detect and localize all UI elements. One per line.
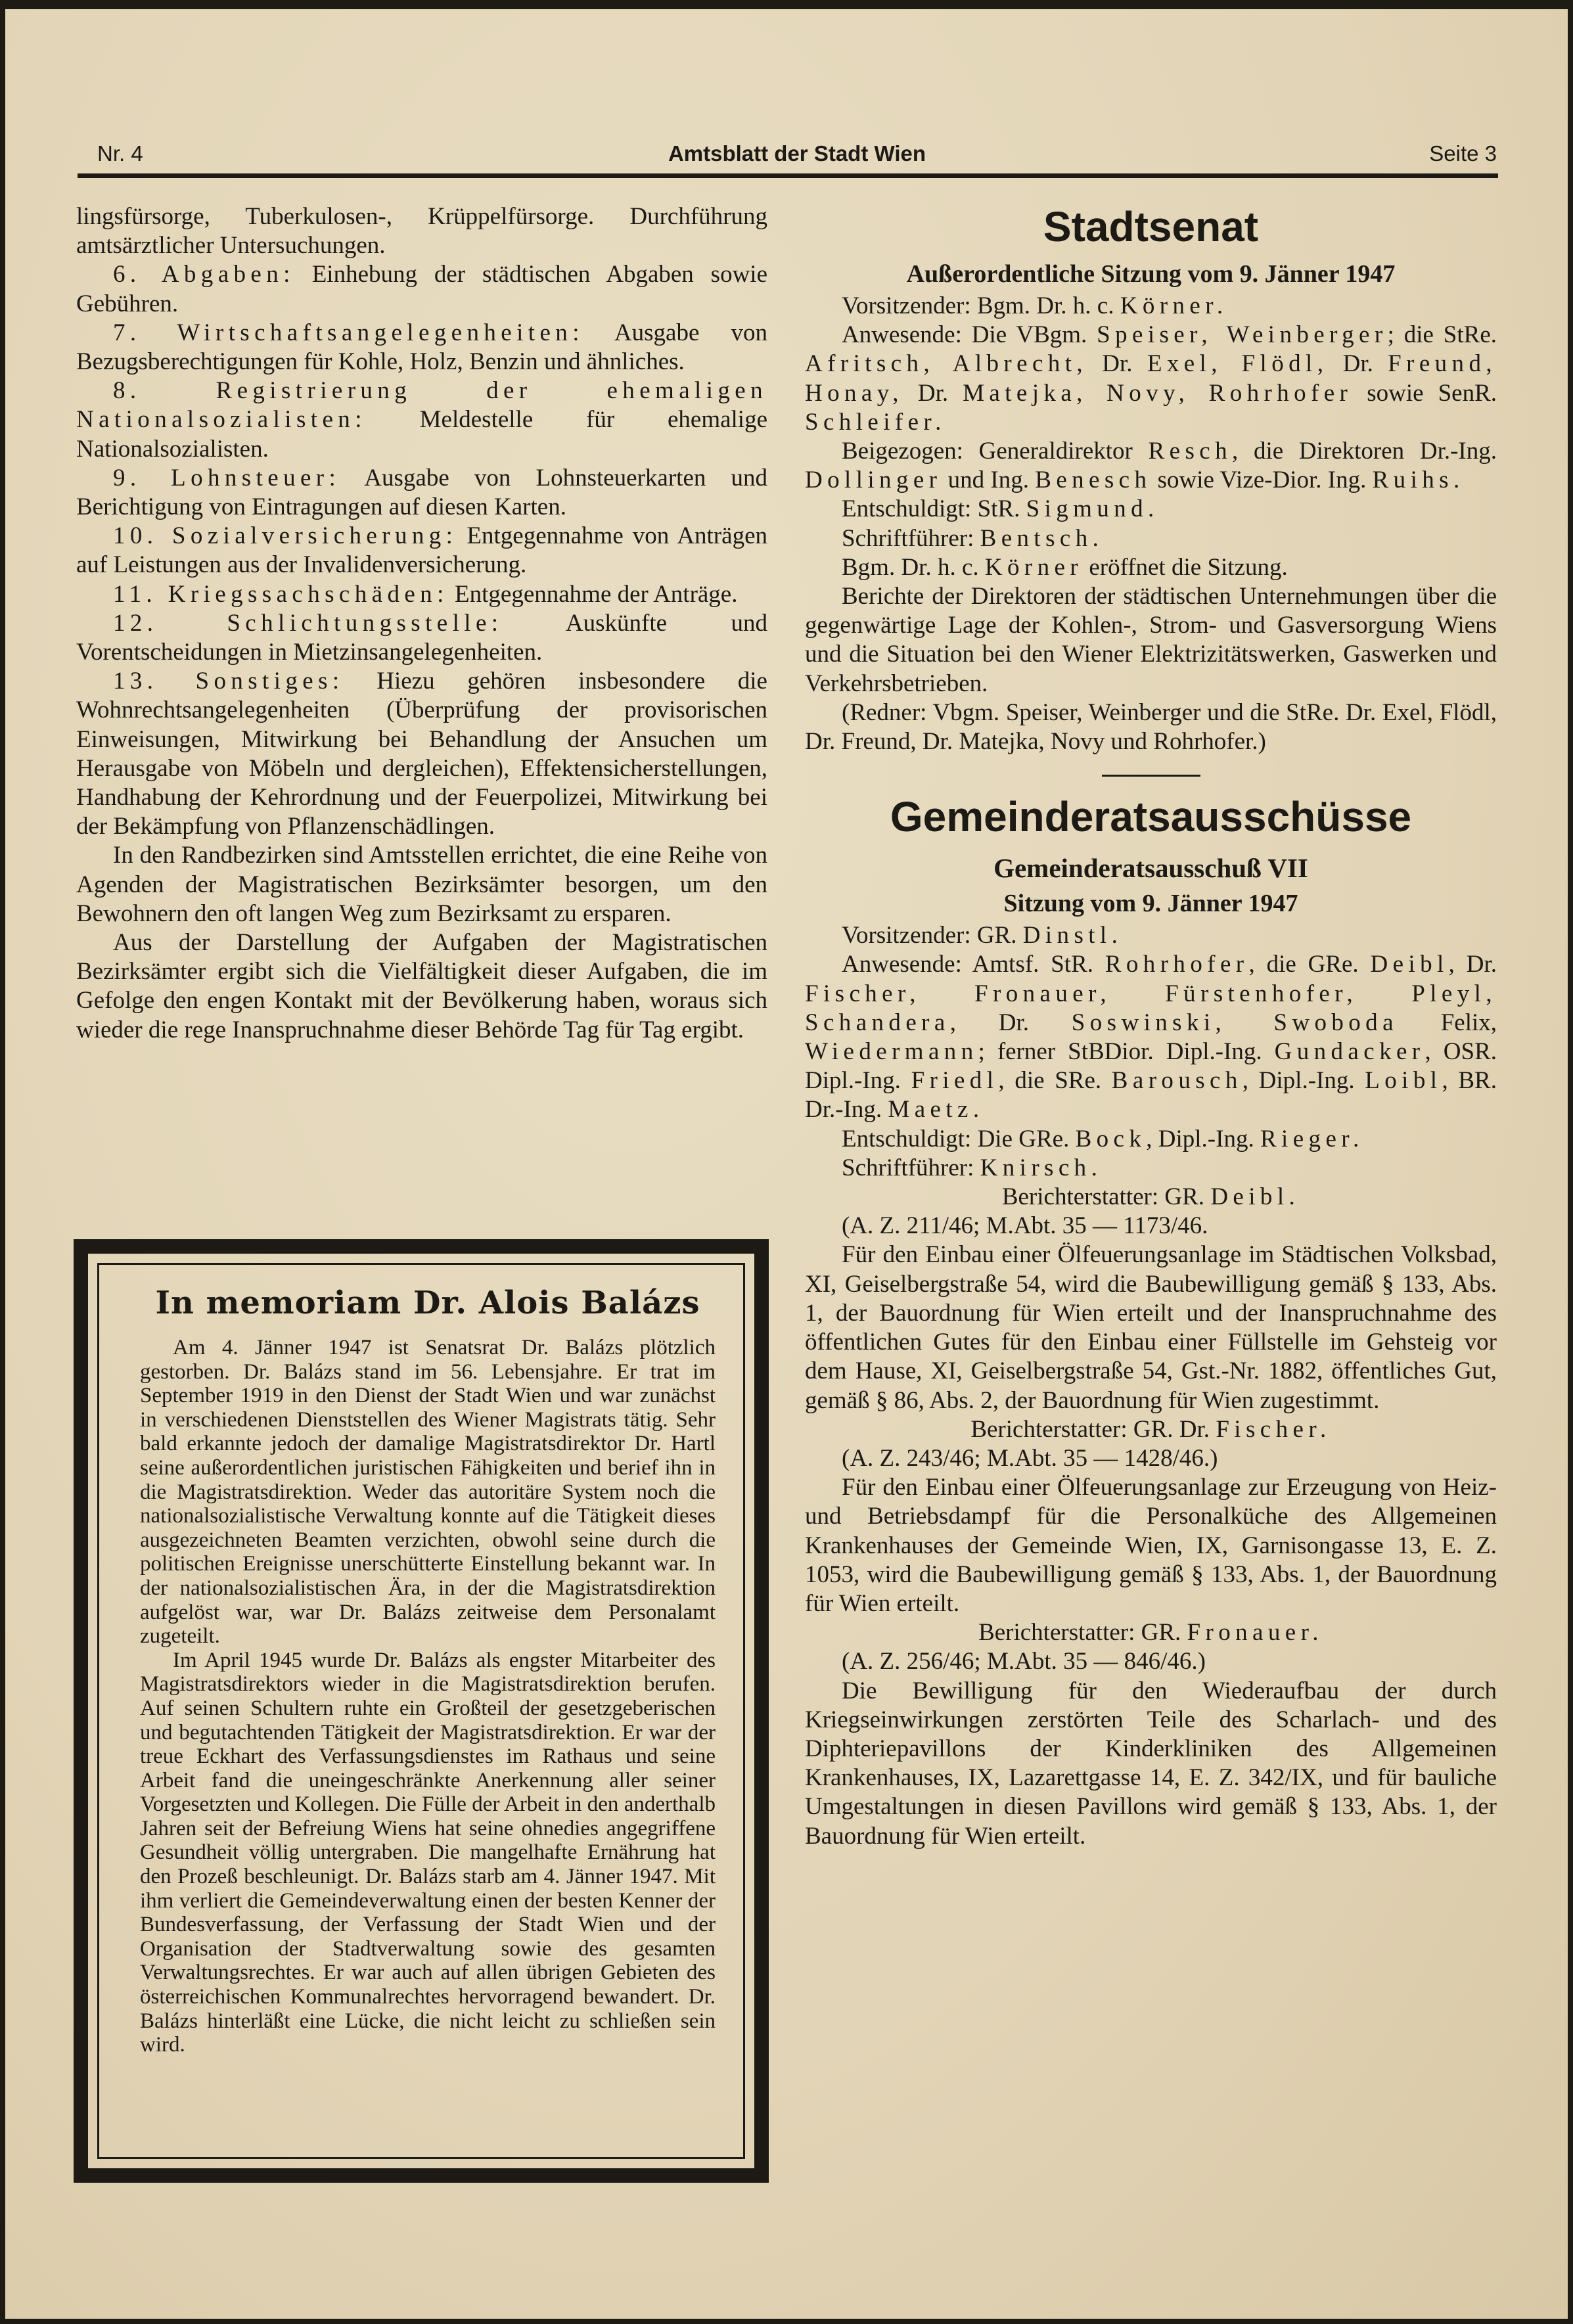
- list-item-lohnsteuer: 9. Lohnsteuer: Ausgabe von Lohnsteuerkarten und Berichtigung von Eintragungen auf diesen Karten.: [76, 464, 767, 521]
- reference-1: (A. Z. 211/46; M.Abt. 35 — 1173/46.: [842, 1212, 1208, 1240]
- stadtsenat-chair: Vorsitzender: Bgm. Dr. h. c. Körner.: [842, 292, 1228, 319]
- memoriam-paragraph-2: Im April 1945 wurde Dr. Balázs als engster Mitarbeiter des Magistratsdirektors wieder in die Magistratsdirektion berufen. Auf seinen Schultern ruhte ein Großteil der gesetzgeberischen und begutachtenden Tätigkeit der Magistratsdirektion. Er war der treue Eckhart des Verfassungsdienstes im Rathaus und seine Arbeit fand die uneingeschränkte Anerkennung aller seiner Vorgesetzten und Kollegen. Die Fülle der Arbeit in den anderthalb Jahren seit der Befreiung Wiens hat seine ohnedies angegriffene Gesundheit völlig untergraben. Die mangelhafte Ernährung hat den Prozeß beschleunigt. Dr. Balázs starb am 4. Jänner 1947. Mit ihm verliert die Gemeindeverwaltung einen der besten Kenner der Bundesverfassung, der Verfassung der Stadt Wien und der Organisation der Stadtverwaltung sowie des gesamten Verwaltungsrechtes. Er war auch auf allen übrigen Gebieten des österreichischen Kommunalrechtes hervorragend bewandert. Dr. Balázs hinterläßt eine Lücke, die nicht leicht zu schließen sein wird.: [140, 1648, 716, 2057]
- left-column: [76, 202, 767, 1045]
- section-title-stadtsenat: Stadtsenat: [1043, 203, 1259, 250]
- paragraph-conclusion: Aus der Darstellung der Aufgaben der Magistratischen Bezirksämter ergibt sich die Vielfältigkeit dieser Aufgaben, die im Gefolge den engen Kontakt mit der Bevölkerung haben, woraus sich wieder die rege Inanspruchnahme dieser Behörde Tag für Tag ergibt.: [76, 929, 767, 1043]
- stadtsenat-excused: Entschuldigt: StR. Sigmund.: [842, 495, 1159, 523]
- issue-number: Nr. 4: [97, 141, 143, 166]
- memoriam-text: [140, 1336, 716, 2057]
- rapporteur-1: Berichterstatter: GR. Deibl.: [1001, 1183, 1300, 1211]
- committee-secretary: Schriftführer: Knirsch.: [842, 1154, 1103, 1181]
- list-item-registrierung: 8. Registrierung der ehemaligen Nationalsozialisten: Meldestelle für ehemalige Nationalsozialisten.: [76, 377, 767, 463]
- memoriam-box: [74, 1239, 769, 2183]
- publication-title: Amtsblatt der Stadt Wien: [668, 141, 926, 166]
- decision-3: Die Bewilligung für den Wiederaufbau der durch Kriegseinwirkungen zerstörten Teile des Scharlach- und des Diphteriepavillons der Kinderkliniken des Allgemeinen Krankenhauses, IX, Lazarettgasse 14, E. Z. 342/IX, und für bauliche Umgestaltungen in diesen Pavillons wird gemäß § 133, Abs. 1, der Bauordnung für Wien erteilt.: [805, 1677, 1497, 1850]
- decision-1: Für den Einbau einer Ölfeuerungsanlage im Städtischen Volksbad, XI, Geiselbergstraße 54, wird die Baubewilligung gemäß § 133, Abs. 1, der Bauordnung für Wien erteilt und der Inanspruchnahme des öffentlichen Gutes für den Einbau einer Füllstelle im Gehsteig vor dem Hause, XI, Geiselbergstraße 54, Gst.-Nr. 1882, öffentliches Gut, gemäß § 86, Abs. 2, der Bauordnung für Wien zugestimmt.: [805, 1241, 1497, 1414]
- header-rule: [78, 173, 1498, 178]
- stadtsenat-reports: Berichte der Direktoren der städtischen Unternehmungen über die gegenwärtige Lage der Kohlen-, Strom- und Gasversorgung Wiens und die Situation bei den Wiener Elektrizitätswerken, Gaswerken und Verkehrsbetrieben.: [805, 583, 1497, 697]
- stadtsenat-session-title: Außerordentliche Sitzung vom 9. Jänner 1947: [906, 260, 1396, 288]
- committee-session-title: Sitzung vom 9. Jänner 1947: [1003, 890, 1298, 918]
- list-item-abgaben: 6. Abgaben: Einhebung der städtischen Abgaben sowie Gebühren.: [76, 261, 767, 317]
- list-item-sozialversicherung: 10. Sozialversicherung: Entgegennahme von Anträgen auf Leistungen aus der Invalidenversicherung.: [76, 522, 767, 579]
- committee-excused: Entschuldigt: Die GRe. Bock, Dipl.-Ing. Rieger.: [842, 1125, 1364, 1152]
- newspaper-page: [5, 9, 1568, 2319]
- committee-title: Gemeinderatsausschuß VII: [993, 853, 1308, 884]
- stadtsenat-speakers: (Redner: Vbgm. Speiser, Weinberger und die StRe. Dr. Exel, Flödl, Dr. Freund, Dr. Matejka, Novy und Rohrhofer.): [805, 698, 1497, 756]
- memoriam-paragraph-1: Am 4. Jänner 1947 ist Senatsrat Dr. Balázs plötzlich gestorben. Dr. Balázs stand im 56. Lebensjahre. Er trat im September 1919 in den Dienst der Stadt Wien und war zunächst in verschiedenen Dienststellen des Wiener Magistrats tätig. Sehr bald erkannte jedoch der damalige Magistratsdirektor Dr. Hartl seine außerordentlichen juristischen Fähigkeiten und berief ihn in die Magistratsdirektion. Weder das autoritäre System noch die nationalsozialistische Verwaltung konnte auf die Tätigkeit dieses ausgezeichneten Beamten verzichten, obwohl seine durch die politischen Ereignisse unerschütterte Einstellung bekannt war. In der nationalsozialistischen Ära, in der die Magistratsdirektion aufgelöst war, war Dr. Balázs zeitweise dem Personalamt zugeteilt.: [140, 1336, 716, 1649]
- reference-3: (A. Z. 256/46; M.Abt. 35 — 846/46.): [842, 1648, 1206, 1675]
- rapporteur-3: Berichterstatter: GR. Fronauer.: [978, 1619, 1323, 1647]
- paragraph-randbezirke: In den Randbezirken sind Amtsstellen errichtet, die eine Reihe von Agenden der Magistratischen Bezirksämter besorgen, um den Bewohnern den oft langen Weg zum Bezirksamt zu ersparen.: [76, 842, 767, 927]
- stadtsenat-attending: Beigezogen: Generaldirektor Resch, die Direktoren Dr.-Ing. Dollinger und Ing. Benesch sowie Vize-Dior. Ing. Ruihs.: [805, 438, 1497, 494]
- page-number: Seite 3: [1429, 141, 1497, 166]
- committee-chair: Vorsitzender: GR. Dinstl.: [842, 922, 1123, 949]
- paragraph-continued: lingsfürsorge, Tuberkulosen-, Krüppelfürsorge. Durchführung amtsärztlicher Untersuchungen.: [76, 203, 767, 260]
- list-item-kriegssachschaeden: 11. Kriegssachschäden: Entgegennahme der Anträge.: [113, 580, 738, 608]
- committee-present: Anwesende: Amtsf. StR. Rohrhofer, die GRe. Deibl, Dr. Fischer, Fronauer, Fürstenhofer, Pleyl, Schandera, Dr. Soswinski, Swoboda Felix, Wiedermann; ferner StBDior. Dipl.-Ing. Gundacker, OSR. Dipl.-Ing. Friedl, die SRe. Barousch, Dipl.-Ing. Loibl, BR. Dr.-Ing. Maetz.: [805, 951, 1497, 1124]
- rapporteur-2: Berichterstatter: GR. Dr. Fischer.: [970, 1415, 1331, 1443]
- reference-2: (A. Z. 243/46; M.Abt. 35 — 1428/46.): [842, 1444, 1218, 1472]
- list-item-sonstiges: 13. Sonstiges: Hiezu gehören insbesondere die Wohnrechtsangelegenheiten (Überprüfung der provisorischen Einweisungen, Mitwirkung bei Behandlung der Ansuchen um Herausgabe von Möbeln und dergleichen), Effektensicherstellungen, Handhabung der Kehrordnung und der Feuerpolizei, Mitwirkung bei der Bekämpfung von Pflanzenschädlingen.: [76, 668, 767, 840]
- page-header: [97, 135, 1497, 172]
- section-divider: [1102, 775, 1200, 777]
- section-title-ausschuesse: Gemeinderatsausschüsse: [890, 793, 1412, 841]
- stadtsenat-opening: Bgm. Dr. h. c. Körner eröffnet die Sitzung.: [842, 553, 1288, 581]
- memoriam-inner-frame: [97, 1263, 745, 2159]
- stadtsenat-present: Anwesende: Die VBgm. Speiser, Weinberger; die StRe. Afritsch, Albrecht, Dr. Exel, Flödl, Dr. Freund, Honay, Dr. Matejka, Novy, Rohrhofer sowie SenR. Schleifer.: [805, 321, 1497, 436]
- list-item-schlichtung: 12. Schlichtungsstelle: Auskünfte und Vorentscheidungen in Mietzinsangelegenheiten.: [76, 609, 767, 666]
- stadtsenat-secretary: Schriftführer: Bentsch.: [842, 524, 1104, 552]
- decision-2: Für den Einbau einer Ölfeuerungsanlage zur Erzeugung von Heiz- und Betriebsdampf für die Personalküche des Allgemeinen Krankenhauses der Gemeinde Wien, IX, Garnisongasse 13, E. Z. 1053, wird die Baubewilligung gemäß § 133, Abs. 1, der Bauordnung für Wien erteilt.: [805, 1474, 1497, 1617]
- list-item-wirtschaft: 7. Wirtschaftsangelegenheiten: Ausgabe von Bezugsberechtigungen für Kohle, Holz, Benzin und ähnliches.: [76, 319, 767, 376]
- right-column: [805, 202, 1497, 1851]
- memoriam-title: In memoriam Dr. Alois Balázs: [155, 1285, 700, 1321]
